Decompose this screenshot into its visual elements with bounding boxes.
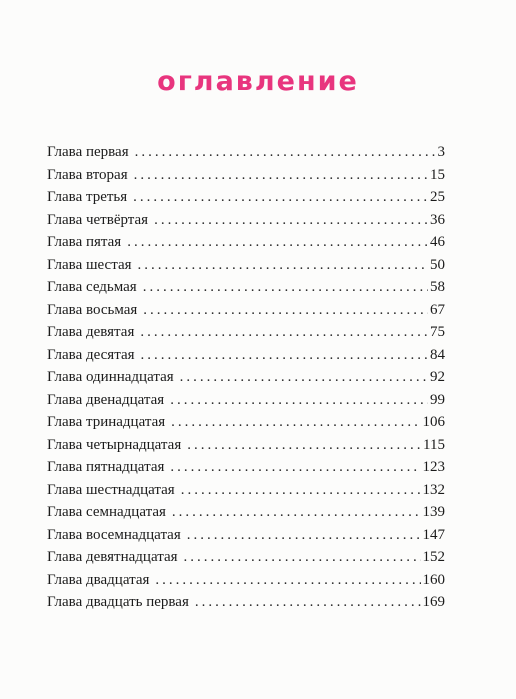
toc-dot-leader xyxy=(180,369,428,386)
toc-entry xyxy=(47,347,445,370)
toc-entry xyxy=(47,437,445,460)
toc-entry xyxy=(47,459,445,482)
toc-entry-page-number: 36 xyxy=(430,211,445,228)
toc-entry-page-number: 15 xyxy=(430,166,445,183)
toc-entry-label: Глава двенадцатая xyxy=(47,391,165,408)
toc-entry xyxy=(47,369,445,392)
toc-entry-label: Глава третья xyxy=(47,189,128,205)
toc-dot-leader xyxy=(184,549,421,566)
toc-dot-leader xyxy=(127,234,428,251)
toc-entry-page-number: 3 xyxy=(437,144,445,160)
toc-entry-label: Глава шестая xyxy=(47,256,132,273)
toc-dot-leader xyxy=(138,257,428,274)
toc-entry-label: Глава восемнадцатая xyxy=(47,526,181,543)
toc-dot-leader xyxy=(143,302,428,319)
toc-entry-page-number: 160 xyxy=(422,571,445,588)
toc-entry xyxy=(47,594,445,617)
toc-entry xyxy=(47,234,445,257)
toc-entry-page-number: 115 xyxy=(423,436,445,453)
toc-dot-leader xyxy=(133,189,428,206)
toc-entry xyxy=(47,257,445,280)
toc-entry xyxy=(47,392,445,415)
toc-dot-leader xyxy=(141,347,429,364)
toc-entry-label: Глава седьмая xyxy=(47,279,137,295)
toc-entry-page-number: 147 xyxy=(422,526,445,543)
toc-dot-leader xyxy=(181,482,421,499)
toc-entry-label: Глава семнадцатая xyxy=(47,504,166,520)
toc-entry-label: Глава четырнадцатая xyxy=(47,436,182,453)
toc-entry-page-number: 46 xyxy=(430,234,445,250)
toc-entry xyxy=(47,144,445,167)
toc-entry-page-number: 106 xyxy=(422,414,445,430)
toc-entry-label: Глава девятая xyxy=(47,324,135,340)
toc-dot-leader xyxy=(154,212,428,229)
toc-entry xyxy=(47,527,445,550)
toc-entry-label: Глава пятая xyxy=(47,234,122,250)
toc-dot-leader xyxy=(172,504,421,521)
toc-entry-page-number: 139 xyxy=(422,504,445,520)
toc-entry xyxy=(47,167,445,190)
toc-entry xyxy=(47,572,445,595)
toc-entry xyxy=(47,302,445,325)
toc-entry-label: Глава десятая xyxy=(47,346,135,363)
toc-entry-label: Глава первая xyxy=(47,144,129,160)
toc-entry-label: Глава шестнадцатая xyxy=(47,481,175,498)
page-title: оглавление xyxy=(157,66,359,98)
toc-dot-leader xyxy=(134,167,428,184)
toc-entry xyxy=(47,549,445,572)
toc-entry-label: Глава тринадцатая xyxy=(47,414,166,430)
toc-entry-page-number: 75 xyxy=(430,324,445,340)
toc-entry-label: Глава девятнадцатая xyxy=(47,549,178,565)
toc-dot-leader xyxy=(170,459,420,476)
toc-entry-page-number: 132 xyxy=(422,481,445,498)
toc-entry-label: Глава двадцатая xyxy=(47,571,150,588)
toc-entry-page-number: 67 xyxy=(430,301,445,318)
toc-dot-leader xyxy=(155,572,420,589)
toc-dot-leader xyxy=(140,324,428,341)
toc-entry-page-number: 123 xyxy=(422,459,445,475)
toc-entry-label: Глава одиннадцатая xyxy=(47,369,174,385)
toc-dot-leader xyxy=(187,527,421,544)
toc-dot-leader xyxy=(170,392,428,409)
toc-entry xyxy=(47,504,445,527)
toc-entry-page-number: 58 xyxy=(430,279,445,295)
toc-entry-page-number: 50 xyxy=(430,256,445,273)
toc-dot-leader xyxy=(135,144,436,161)
table-of-contents xyxy=(47,144,445,617)
toc-dot-leader xyxy=(187,437,421,454)
toc-entry-page-number: 169 xyxy=(422,594,445,610)
toc-entry xyxy=(47,482,445,505)
toc-dot-leader xyxy=(195,594,421,611)
toc-entry xyxy=(47,414,445,437)
toc-dot-leader xyxy=(171,414,420,431)
toc-entry-label: Глава двадцать первая xyxy=(47,594,189,610)
toc-entry xyxy=(47,189,445,212)
toc-entry-page-number: 99 xyxy=(430,391,445,408)
toc-entry-page-number: 84 xyxy=(430,346,445,363)
toc-entry-label: Глава вторая xyxy=(47,166,128,183)
toc-dot-leader xyxy=(143,279,428,296)
toc-entry-page-number: 152 xyxy=(422,549,445,565)
toc-entry-page-number: 25 xyxy=(430,189,445,205)
toc-entry xyxy=(47,212,445,235)
toc-entry xyxy=(47,324,445,347)
toc-entry-label: Глава восьмая xyxy=(47,301,138,318)
toc-entry-label: Глава четвёртая xyxy=(47,211,149,228)
toc-entry-label: Глава пятнадцатая xyxy=(47,459,165,475)
toc-entry-page-number: 92 xyxy=(430,369,445,385)
toc-entry xyxy=(47,279,445,302)
